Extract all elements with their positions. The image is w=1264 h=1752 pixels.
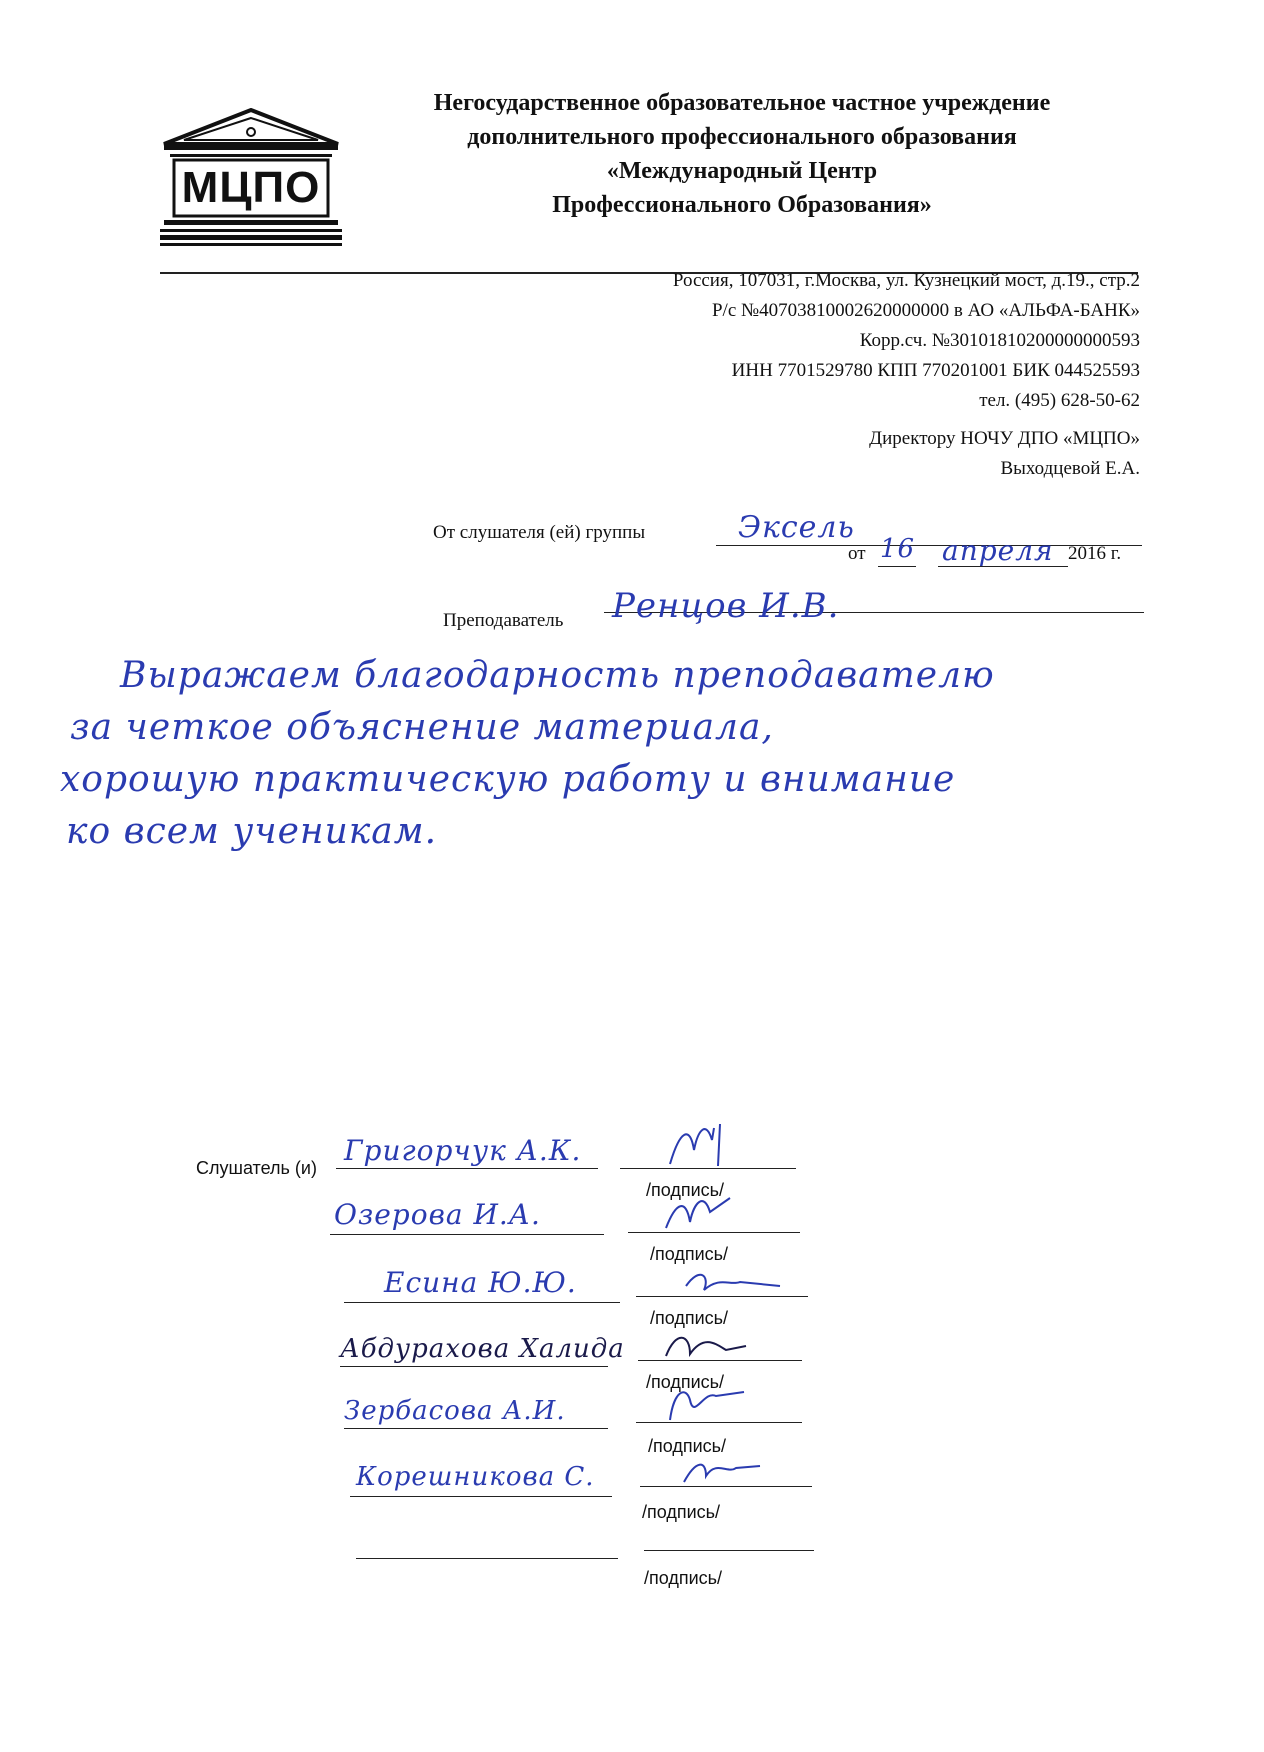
- org-line-1: Негосударственное образовательное частное учреждение: [433, 90, 1051, 116]
- listeners-label: Слушатель (и): [196, 1158, 317, 1178]
- listener-name: Зербасова А.И.: [344, 1396, 566, 1426]
- signature-caption: /подпись/: [648, 1436, 727, 1456]
- message-line-3: хорошую практическую работу и внимание: [60, 759, 956, 800]
- correspondent-account: Корр.сч. №30101810200000000593: [859, 330, 1140, 351]
- organization-title: [372, 86, 1112, 222]
- logo-text: МЦПО: [181, 163, 321, 212]
- name-line: [330, 1234, 604, 1235]
- phone: тел. (495) 628-50-62: [979, 390, 1140, 411]
- signature-caption: /подпись/: [644, 1568, 723, 1588]
- signature-scribble: [660, 1188, 740, 1238]
- listener-name: Есина Ю.Ю.: [384, 1266, 577, 1299]
- signature-scribble: [660, 1320, 750, 1370]
- listener-name: Озерова И.А.: [334, 1198, 541, 1231]
- from-label: От слушателя (ей) группы: [433, 522, 646, 543]
- signature-caption: /подпись/: [650, 1244, 729, 1264]
- teacher-value: Ренцов И.В.: [612, 586, 840, 626]
- name-line: [344, 1302, 620, 1303]
- message-line-1: Выражаем благодарность преподавателю: [120, 655, 995, 696]
- listener-name: Корешникова С.: [356, 1462, 595, 1492]
- date-year: 2016 г.: [1068, 543, 1122, 564]
- org-line-4: Профессионального Образования»: [552, 192, 932, 218]
- requisites-block: [440, 266, 1140, 416]
- signature-caption: /подпись/: [646, 1180, 725, 1200]
- listener-name: Григорчук А.К.: [344, 1134, 582, 1167]
- group-value: Эксель: [738, 510, 855, 545]
- tax-ids: ИНН 7701529780 КПП 770201001 БИК 044525593: [731, 360, 1140, 381]
- name-line: [344, 1428, 608, 1429]
- date-prefix: от: [848, 543, 866, 564]
- date-day: 16: [880, 534, 916, 564]
- name-line: [340, 1366, 608, 1367]
- signature-caption: /подпись/: [646, 1372, 725, 1392]
- org-line-2: дополнительного профессионального образования: [467, 124, 1017, 150]
- signature-line: [644, 1550, 814, 1551]
- message-line-2: за четкое объяснение материала,: [70, 707, 774, 748]
- name-line: [350, 1496, 612, 1497]
- name-line: [356, 1558, 618, 1559]
- logo: [160, 108, 342, 248]
- bank-account: Р/с №40703810002620000000 в АО «АЛЬФА-БАНК»: [711, 300, 1140, 321]
- signature-scribble: [680, 1256, 790, 1306]
- signature-caption: /подпись/: [642, 1502, 721, 1522]
- date-month: апреля: [942, 534, 1054, 567]
- signature-scribble: [660, 1120, 740, 1170]
- date-day-line: [878, 566, 916, 567]
- signature-caption: /подпись/: [650, 1308, 729, 1328]
- signature-scribble: [660, 1380, 750, 1430]
- addressee-name: Выходцевой Е.А.: [1000, 458, 1140, 479]
- addressee-title: Директору НОЧУ ДПО «МЦПО»: [869, 428, 1140, 449]
- org-line-3: «Международный Центр: [606, 158, 878, 184]
- listener-name: Абдурахова Халида: [340, 1334, 625, 1364]
- teacher-label: Преподаватель: [443, 610, 564, 631]
- message-line-4: ко всем ученикам.: [66, 811, 438, 852]
- address: Россия, 107031, г.Москва, ул. Кузнецкий мост, д.19., стр.2: [672, 270, 1140, 291]
- handwritten-message: [60, 650, 1240, 858]
- signature-scribble: [676, 1446, 766, 1496]
- addressee-block: [640, 424, 1140, 484]
- name-line: [336, 1168, 598, 1169]
